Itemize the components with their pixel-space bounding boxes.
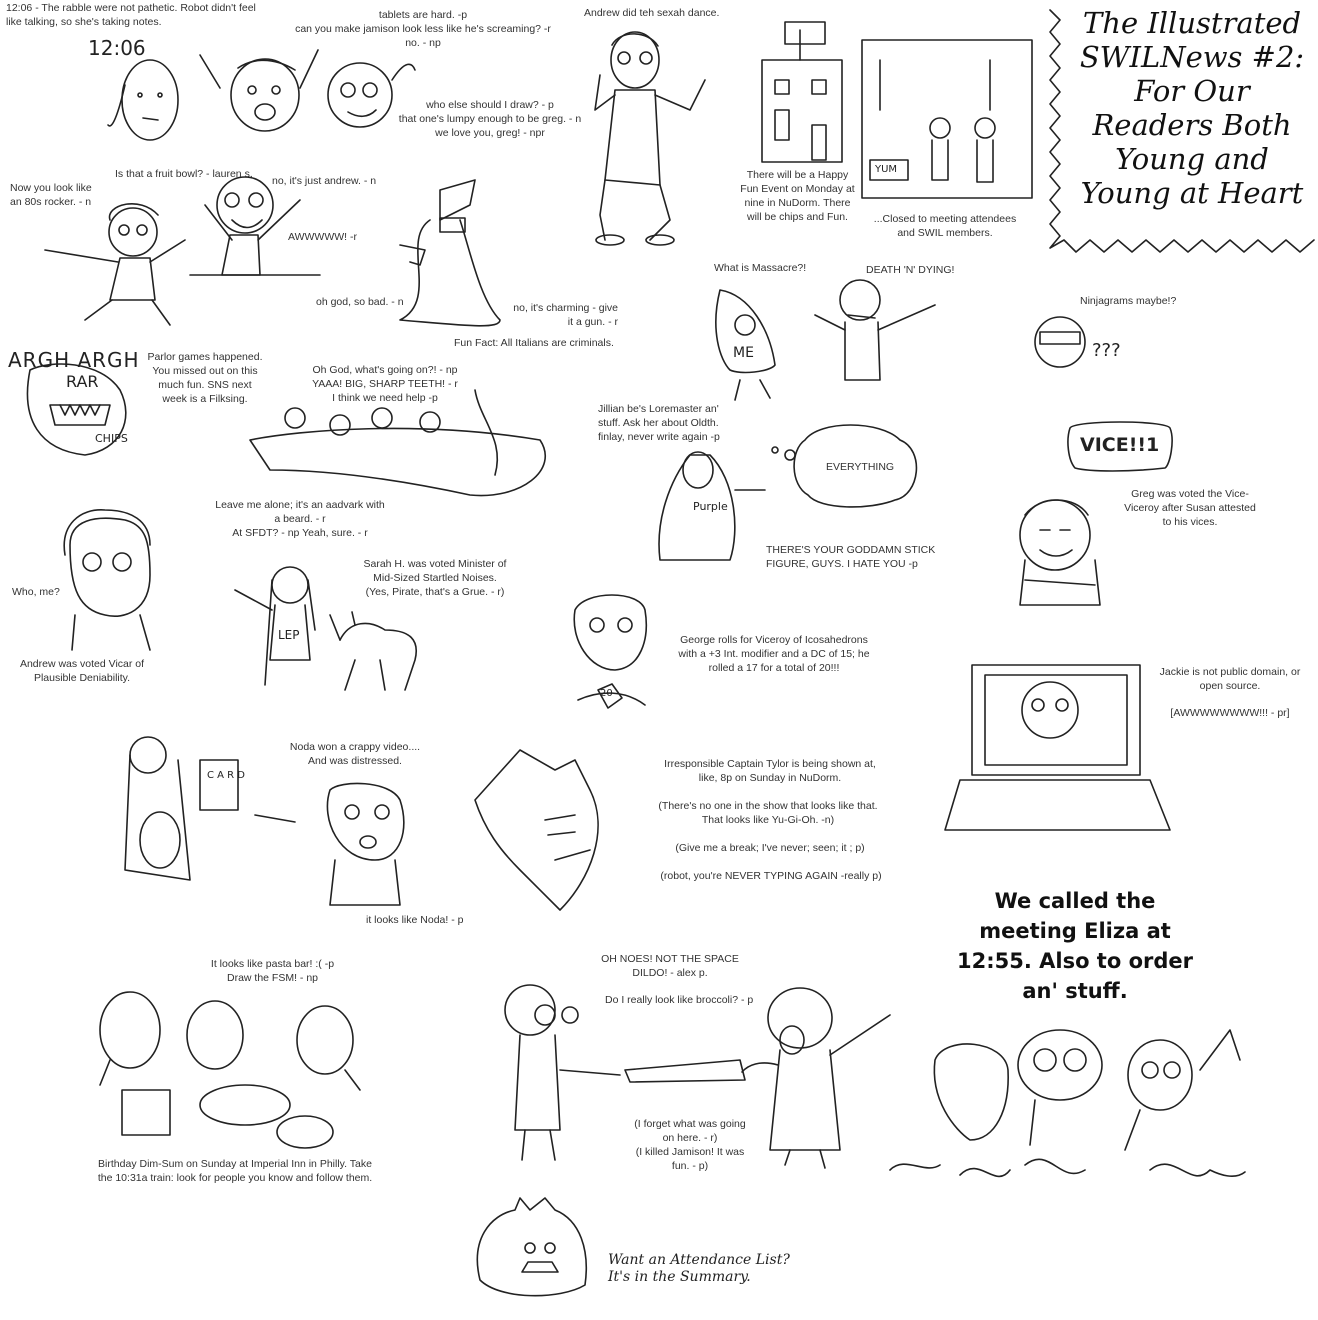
caption-andrew-vicar: Andrew was voted Vicar of Plausible Deniability. (19, 658, 145, 684)
caption-rabble: 12:06 - The rabble were not pathetic. Robot didn't feel like talking, so she's taking notes. (6, 2, 256, 28)
title-line-4: Readers Both (1092, 108, 1292, 142)
eliza-group (934, 1030, 1240, 1150)
caption-stick-figure: THERE'S YOUR GODDAMN STICK FIGURE, GUYS. I HATE YOU -p (766, 544, 936, 570)
drawn-clock-time: 12:06 (88, 36, 146, 60)
page-title (1068, 6, 1316, 210)
ninja-face (1035, 317, 1085, 367)
caption-just-andrew: no, it's just andrew. - n (272, 175, 377, 187)
caption-fun-fact: Fun Fact: All Italians are criminals. (454, 337, 614, 349)
title-line-1: The Illustrated (1082, 6, 1302, 40)
dim-sum-diners (100, 992, 360, 1148)
drawn-argh-text: ARGH ARGH (8, 348, 140, 372)
caption-looks-like-noda: it looks like Noda! - p (366, 914, 464, 926)
anime-face (475, 750, 598, 910)
caption-80s-rocker: Now you look like an 80s rocker. - n (10, 182, 92, 208)
caption-broccoli: Do I really look like broccoli? - p (605, 994, 754, 1006)
title-line-6: Young at Heart (1080, 176, 1304, 210)
nudorm-building (762, 22, 842, 162)
caption-jillian-loremaster: Jillian be's Loremaster an' stuff. Ask her about Oldth. finlay, never write again -p (598, 403, 720, 443)
title-line-2: SWILNews #2: (1079, 40, 1305, 74)
greg-vice-viceroy (1020, 500, 1100, 605)
caption-jackie-not-public: Jackie is not public domain, or open source. (1159, 666, 1301, 692)
attendance-footer: Want an Attendance List? It's in the Summary. (608, 1252, 790, 1285)
drawn-yum-label: YUM (875, 164, 898, 175)
figure-80s-rocker (45, 204, 185, 325)
dancing-andrew (595, 32, 705, 245)
caption-sarah-minister: Sarah H. was voted Minister of Mid-Sized Startled Noises. (Yes, Pirate, that's a Grue. - r) (363, 558, 507, 598)
caption-fruit-bowl: Is that a fruit bowl? - lauren s. (115, 168, 253, 180)
face-screaming-jamison (200, 50, 318, 131)
caption-pasta-bar: It looks like pasta bar! :( -p Draw the FSM! - np (210, 958, 335, 984)
caption-never-typing-again: (robot, you're NEVER TYPING AGAIN -really p) (660, 870, 882, 882)
andrew-bust (64, 510, 150, 650)
caption-greg-vice-viceroy: Greg was voted the Vice- Viceroy after Susan attested to his vices. (1124, 488, 1256, 528)
space-duel-broccoli-figure (742, 988, 890, 1168)
drawn-lep-label: LEP (278, 628, 300, 642)
caption-big-sharp-teeth: Oh God, what's going on?! - np YAAA! BIG, SHARP TEETH! - r I think we need help -p (312, 364, 458, 404)
caption-birthday-dim-sum: Birthday Dim-Sum on Sunday at Imperial Inn in Philly. Take the 10:31a train: look for people you know and follow them. (97, 1158, 373, 1184)
figure-death-n-dying (815, 280, 935, 380)
caption-who-me: Who, me? (12, 586, 60, 598)
laptop-jackie (945, 665, 1170, 830)
drawn-d20-number: 20 (600, 688, 613, 699)
caption-happy-fun-event: There will be a Happy Fun Event on Monday at nine in NuDorm. There will be chips and Fun. (740, 169, 855, 223)
caption-yu-gi-oh: (There's no one in the show that looks like that. That looks like Yu-Gi-Oh. -n) (658, 800, 878, 826)
drawn-purple-label: Purple (693, 500, 728, 513)
space-duel-left-figure (505, 985, 620, 1160)
caption-noda-video: Noda won a crappy video.... And was distressed. (289, 741, 421, 767)
drawn-me-label: ME (733, 345, 754, 361)
caption-aardvark: Leave me alone; it's an aadvark with a beard. - r At SFDT? - np Yeah, sure. - r (215, 499, 385, 539)
caption-so-bad: oh god, so bad. - n (316, 296, 404, 308)
caption-give-me-a-break: (Give me a break; I've never; seen; it ; p) (675, 842, 865, 854)
face-ponytail-girl (108, 60, 178, 140)
caption-closed-meeting: ...Closed to meeting attendees and SWIL members. (873, 213, 1017, 239)
caption-who-else: who else should I draw? - p that one's lumpy enough to be greg. - n we love you, greg! - npr (398, 99, 582, 139)
caption-death-n-dying: DEATH 'N' DYING! (866, 264, 955, 276)
caption-ninjagrams: Ninjagrams maybe!? (1080, 295, 1177, 307)
caption-vice: VICE!!1 (1080, 434, 1160, 456)
grue-creature (330, 612, 416, 690)
caption-give-it-a-gun: no, it's charming - give it a gun. - r (513, 302, 618, 328)
caption-awwww-pr: [AWWWWWWWW!!! - pr] (1170, 707, 1290, 719)
noda-with-cards (125, 737, 295, 880)
caption-what-is-massacre: What is Massacre?! (714, 262, 807, 274)
drawn-cards-label: C A R D (207, 770, 246, 781)
caption-space-dildo: OH NOES! NOT THE SPACE DILDO! - alex p. (601, 953, 739, 979)
drawn-chips-label: CHIPS (95, 432, 128, 445)
sarah-h-figure (235, 567, 315, 685)
parlor-games-table (250, 390, 545, 496)
caption-parlor-games: Parlor games happened. You missed out on this much fun. SNS next week is a Filksing. (147, 351, 263, 405)
eliza-meeting-note: We called the meeting Eliza at 12:55. Also to order an' stuff. (956, 889, 1193, 1003)
caption-george-viceroy: George rolls for Viceroy of Icosahedrons with a +3 Int. modifier and a DC of 15; he rolled a 17 for a total of 20!!! (678, 634, 870, 674)
space-saber (625, 1060, 745, 1082)
caption-sexah-dance: Andrew did teh sexah dance. (584, 7, 720, 19)
furry-monster (477, 1198, 586, 1296)
caption-everything: EVERYTHING (826, 461, 895, 473)
drawn-question-marks: ??? (1092, 340, 1121, 361)
drawn-rar-text: RAR (66, 372, 99, 391)
caption-captain-tylor: Irresponsible Captain Tylor is being shown at, like, 8p on Sunday in NuDorm. (664, 758, 876, 784)
eliza-signatures (890, 1159, 1245, 1176)
figure-awww (190, 177, 320, 275)
title-line-5: Young and (1115, 142, 1269, 176)
noda-distressed (327, 783, 403, 905)
caption-awwww: AWWWWW! -r (288, 231, 357, 243)
caption-killed-jamison: (I forget what was going on here. - r) (I killed Jamison! It was fun. - p) (634, 1118, 746, 1172)
title-line-3: For Our (1134, 74, 1250, 108)
caption-tablets: tablets are hard. -p can you make jamison look less like he's screaming? -r no. - np (295, 9, 551, 49)
